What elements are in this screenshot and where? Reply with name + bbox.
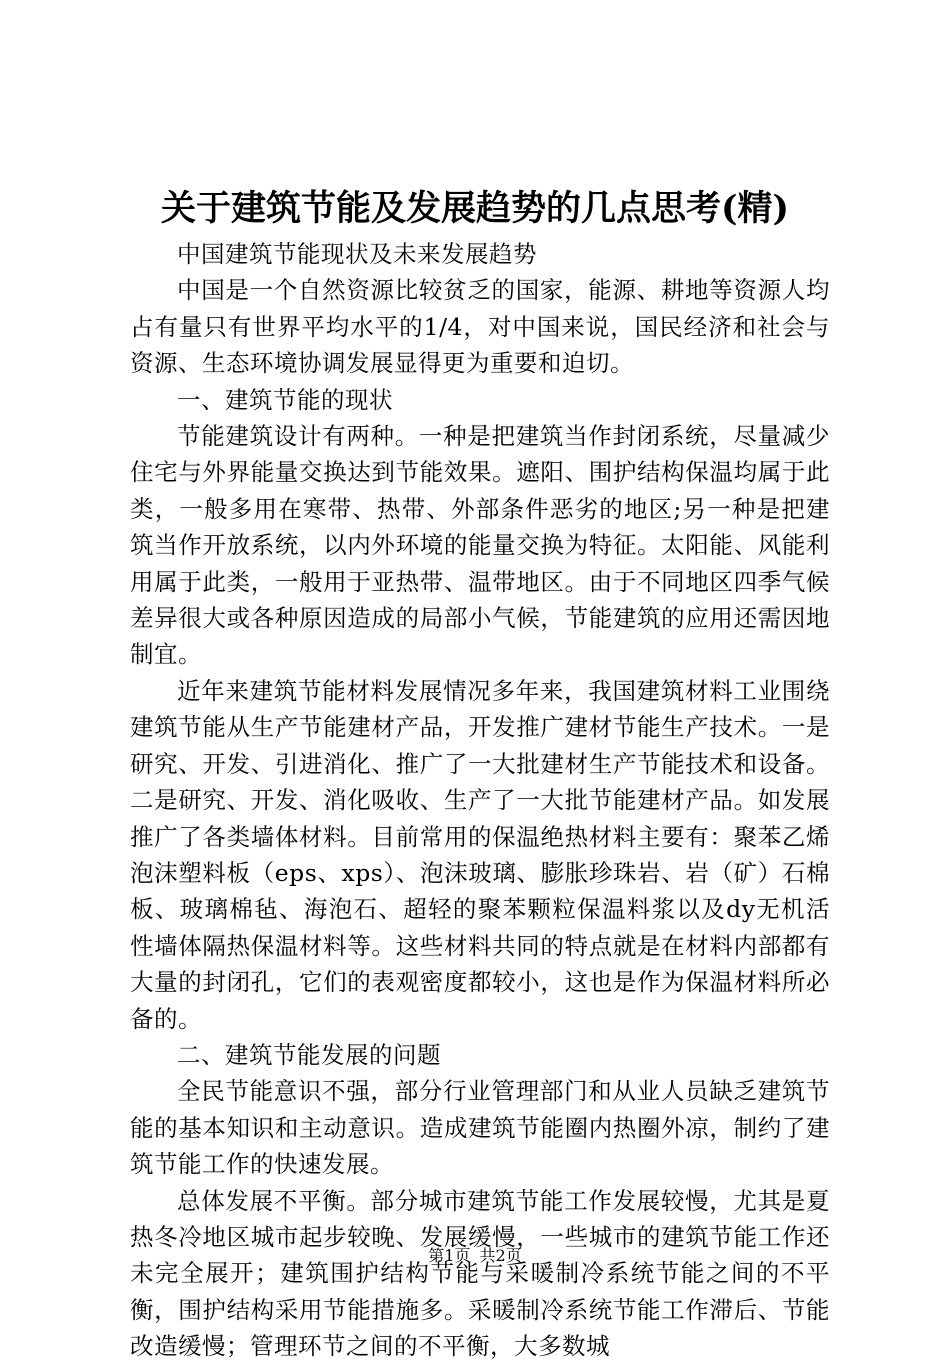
body-paragraph: 近年来建筑节能材料发展情况多年来，我国建筑材料工业围绕建筑节能从生产节能建材产品，开发推广建材节能生产技术。一是研究、开发、引进消化、推广了一大批建材生产节能技术和设备。二是研究、开发、消化吸收、生产了一大批节能建材产品。如发展推广了各类墙体材料。目前常用的保温绝热材料主要有：聚苯乙烯泡沫塑料板（eps、xps）、泡沫玻璃、膨胀珍珠岩、岩（矿）石棉板、玻璃棉毡、海泡石、超轻的聚苯颗粒保温料浆以及dy无机活性墙体隔热保温材料等。这些材料共同的特点就是在材料内部都有大量的封闭孔，它们的表观密度都较小，这也是作为保温材料所必备的。 (130, 676, 830, 1033)
section-heading: 一、建筑节能的现状 (177, 385, 393, 414)
body-paragraph: 总体发展不平衡。部分城市建筑节能工作发展较慢，尤其是夏热冬冷地区城市起步较晚、发展缓慢，一些城市的建筑节能工作还未完全展开；建筑围护结构节能与采暖制冷系统节能之间的不平衡，围护结构采用节能措施多。采暖制冷系统节能工作滞后、节能改造缓慢；管理环节之间的不平衡，大多数城 (130, 1186, 830, 1361)
body-paragraph: 中国是一个自然资源比较贫乏的国家，能源、耕地等资源人均占有量只有世界平均水平的1/4，对中国来说，国民经济和社会与资源、生态环境协调发展显得更为重要和迫切。 (130, 276, 830, 378)
document-title: 关于建筑节能及发展趋势的几点思考(精) (160, 188, 790, 229)
body-paragraph: 节能建筑设计有两种。一种是把建筑当作封闭系统，尽量减少住宅与外界能量交换达到节能效果。遮阳、围护结构保温均属于此类，一般多用在寒带、热带、外部条件恶劣的地区;另一种是把建筑当作开放系统，以内外环境的能量交换为特征。太阳能、风能利用属于此类，一般用于亚热带、温带地区。由于不同地区四季气候差异很大或各种原因造成的局部小气候，节能建筑的应用还需因地制宜。 (130, 422, 830, 669)
page-number: 第1页 (428, 1246, 471, 1265)
body-paragraph: 全民节能意识不强，部分行业管理部门和从业人员缺乏建筑节能的基本知识和主动意识。造成建筑节能圈内热圈外凉，制约了建筑节能工作的快速发展。 (130, 1077, 830, 1179)
section-heading: 二、建筑节能发展的问题 (177, 1040, 441, 1069)
page-footer (0, 1244, 950, 1268)
document-body (130, 236, 830, 1365)
section-heading: 中国建筑节能现状及未来发展趋势 (177, 240, 537, 268)
page-total: 共2页 (479, 1246, 522, 1265)
